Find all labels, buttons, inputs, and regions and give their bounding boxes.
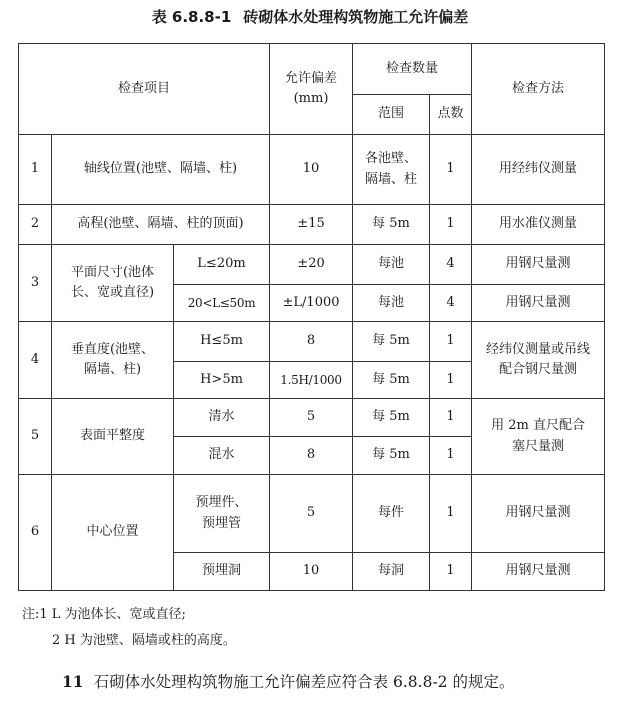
row-tolerance: ±L/1000 bbox=[270, 285, 353, 322]
row-range: 每池 bbox=[353, 285, 430, 322]
table-number: 表 6.8.8-1 bbox=[151, 8, 232, 26]
row-method: 用钢尺量测 bbox=[472, 245, 605, 285]
row-sub-item-line2: 预埋管 bbox=[202, 515, 242, 531]
row-method: 用钢尺量测 bbox=[472, 475, 605, 553]
row-range-line2: 隔墙、柱 bbox=[365, 171, 418, 187]
row-tolerance: ±20 bbox=[270, 245, 353, 285]
clause-text: 石砌体水处理构筑物施工允许偏差应符合表 6.8.8-2 的规定。 bbox=[93, 673, 515, 691]
row-sub-item bbox=[174, 475, 270, 553]
table-caption: 砖砌体水处理构筑物施工允许偏差 bbox=[243, 8, 469, 26]
row-sub-item: 20<L≤50m bbox=[174, 285, 270, 322]
row-points: 1 bbox=[430, 205, 472, 245]
row-tolerance: 1.5H/1000 bbox=[270, 362, 353, 399]
row-item bbox=[52, 245, 174, 322]
row-number: 1 bbox=[19, 135, 52, 205]
header-points: 点数 bbox=[430, 95, 472, 135]
table-row bbox=[19, 322, 605, 362]
header-range: 范围 bbox=[353, 95, 430, 135]
row-item-line1: 平面尺寸(池体 bbox=[70, 264, 155, 280]
row-item: 中心位置 bbox=[52, 475, 174, 591]
row-method-line2: 配合钢尺量测 bbox=[499, 362, 578, 377]
header-tolerance bbox=[270, 44, 353, 135]
row-sub-item: L≤20m bbox=[174, 245, 270, 285]
row-item: 高程(池壁、隔墙、柱的顶面) bbox=[52, 205, 270, 245]
row-points: 4 bbox=[430, 285, 472, 322]
header-tolerance-unit: (mm) bbox=[293, 91, 329, 106]
row-item-line1: 垂直度(池壁、 bbox=[70, 341, 155, 357]
row-sub-item: H≤5m bbox=[174, 322, 270, 362]
row-range: 每件 bbox=[353, 475, 430, 553]
row-range: 每 5m bbox=[353, 362, 430, 399]
row-points: 1 bbox=[430, 399, 472, 437]
row-sub-item: 预埋洞 bbox=[174, 553, 270, 591]
row-points: 1 bbox=[430, 437, 472, 475]
row-tolerance: 5 bbox=[270, 475, 353, 553]
row-method: 用经纬仪测量 bbox=[472, 135, 605, 205]
row-tolerance: 5 bbox=[270, 399, 353, 437]
row-number: 5 bbox=[19, 399, 52, 475]
row-method bbox=[472, 399, 605, 475]
row-item-line2: 隔墙、柱) bbox=[83, 362, 142, 377]
clause-number: 11 bbox=[62, 672, 84, 691]
table-row bbox=[19, 135, 605, 205]
header-item: 检查项目 bbox=[19, 44, 270, 135]
row-range: 每 5m bbox=[353, 437, 430, 475]
row-tolerance: 8 bbox=[270, 322, 353, 362]
row-tolerance: 10 bbox=[270, 553, 353, 591]
note-1: 注:1 L 为池体长、宽或直径; bbox=[22, 607, 186, 622]
row-points: 1 bbox=[430, 322, 472, 362]
row-range bbox=[353, 135, 430, 205]
row-sub-item: H>5m bbox=[174, 362, 270, 399]
row-tolerance: 10 bbox=[270, 135, 353, 205]
clause-paragraph bbox=[22, 668, 612, 696]
row-points: 4 bbox=[430, 245, 472, 285]
row-number: 3 bbox=[19, 245, 52, 322]
row-item: 表面平整度 bbox=[52, 399, 174, 475]
table-row bbox=[19, 399, 605, 437]
row-method-line2: 塞尺量测 bbox=[512, 438, 565, 454]
row-item-line2: 长、宽或直径) bbox=[70, 285, 155, 300]
row-method: 用钢尺量测 bbox=[472, 553, 605, 591]
row-item bbox=[52, 322, 174, 399]
header-row-1 bbox=[19, 44, 605, 95]
row-points: 1 bbox=[430, 135, 472, 205]
row-range: 每洞 bbox=[353, 553, 430, 591]
row-sub-item: 清水 bbox=[174, 399, 270, 437]
row-item: 轴线位置(池壁、隔墙、柱) bbox=[52, 135, 270, 205]
row-points: 1 bbox=[430, 553, 472, 591]
row-tolerance: 8 bbox=[270, 437, 353, 475]
row-points: 1 bbox=[430, 475, 472, 553]
row-number: 2 bbox=[19, 205, 52, 245]
row-range: 每池 bbox=[353, 245, 430, 285]
table-row bbox=[19, 245, 605, 285]
row-sub-item: 混水 bbox=[174, 437, 270, 475]
row-method bbox=[472, 322, 605, 399]
row-range: 每 5m bbox=[353, 322, 430, 362]
note-2: 2 H 为池壁、隔墙或柱的高度。 bbox=[52, 633, 236, 648]
table-title bbox=[0, 6, 620, 27]
row-points: 1 bbox=[430, 362, 472, 399]
row-method-line1: 用 2m 直尺配合 bbox=[491, 418, 585, 434]
header-quantity: 检查数量 bbox=[353, 44, 472, 95]
tolerance-table bbox=[18, 43, 605, 591]
row-number: 6 bbox=[19, 475, 52, 591]
row-method: 用钢尺量测 bbox=[472, 285, 605, 322]
table-row bbox=[19, 205, 605, 245]
table-row bbox=[19, 475, 605, 553]
row-method-line1: 经纬仪测量或吊线 bbox=[486, 341, 591, 357]
row-tolerance: ±15 bbox=[270, 205, 353, 245]
row-range: 每 5m bbox=[353, 205, 430, 245]
row-method: 用水准仪测量 bbox=[472, 205, 605, 245]
table-notes bbox=[22, 602, 236, 654]
row-range-line1: 各池壁、 bbox=[365, 151, 418, 167]
row-range: 每 5m bbox=[353, 399, 430, 437]
header-method: 检查方法 bbox=[472, 44, 605, 135]
row-sub-item-line1: 预埋件、 bbox=[195, 495, 248, 511]
header-tolerance-label: 允许偏差 bbox=[285, 70, 338, 86]
row-number: 4 bbox=[19, 322, 52, 399]
